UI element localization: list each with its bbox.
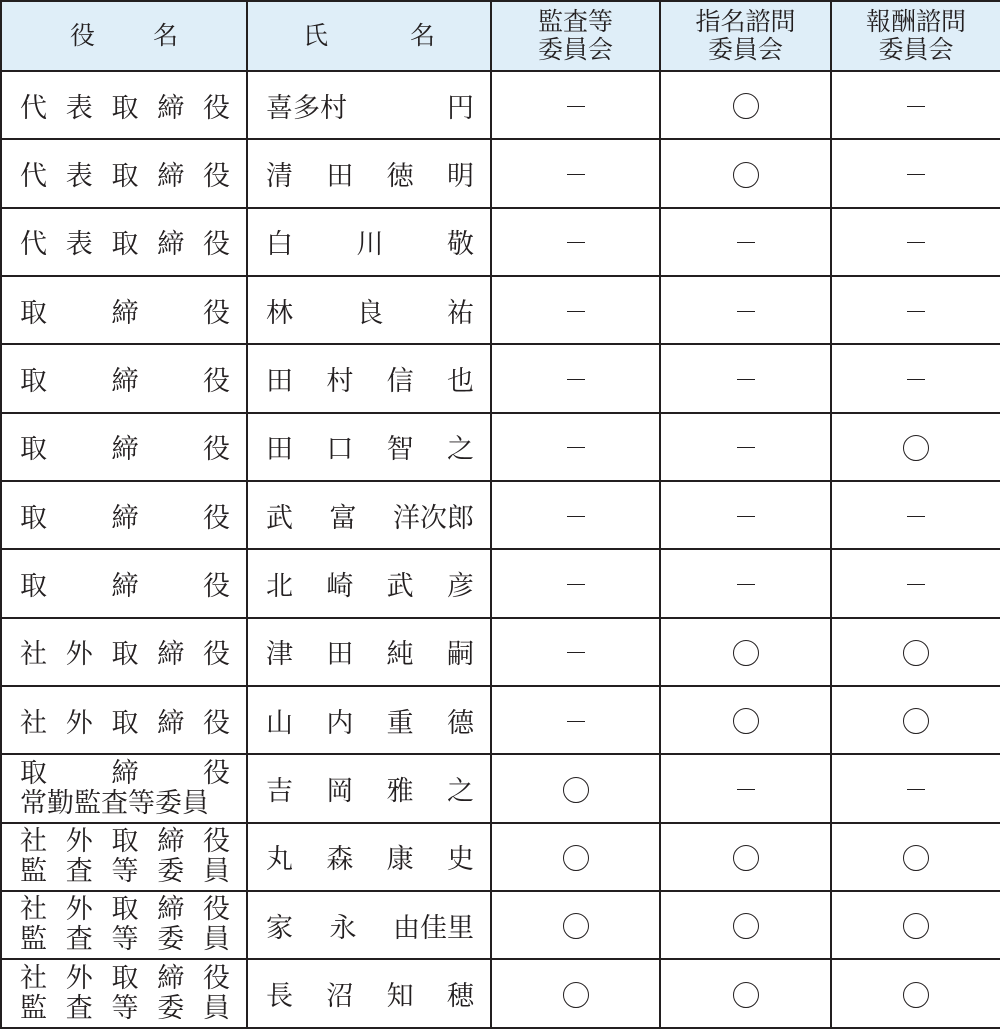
table-row bbox=[1, 754, 1000, 822]
table-row bbox=[1, 413, 1000, 481]
compensation-committee-mark bbox=[831, 754, 1000, 822]
role-cell: 取 締 役 bbox=[1, 481, 247, 549]
header-role: 役 名 bbox=[1, 1, 247, 71]
header-audit-committee: 監査等 委員会 bbox=[491, 1, 660, 71]
audit-committee-mark bbox=[491, 823, 660, 891]
not-member-dash-icon bbox=[737, 311, 755, 312]
member-circle-icon bbox=[733, 982, 759, 1008]
name-cell: 丸 森 康 史 bbox=[247, 823, 491, 891]
role-cell: 取 締 役 bbox=[1, 276, 247, 344]
compensation-committee-mark bbox=[831, 823, 1000, 891]
not-member-dash-icon bbox=[737, 516, 755, 517]
table-row bbox=[1, 344, 1000, 412]
nomination-committee-mark bbox=[660, 823, 831, 891]
nomination-committee-mark bbox=[660, 413, 831, 481]
audit-committee-mark bbox=[491, 754, 660, 822]
not-member-dash-icon bbox=[907, 174, 925, 175]
nomination-committee-mark bbox=[660, 344, 831, 412]
table-row bbox=[1, 618, 1000, 686]
role-cell bbox=[1, 823, 247, 891]
nomination-committee-mark bbox=[660, 71, 831, 139]
audit-committee-mark bbox=[491, 276, 660, 344]
name-cell: 吉 岡 雅 之 bbox=[247, 754, 491, 822]
audit-committee-mark bbox=[491, 481, 660, 549]
role-cell: 社 外 取 締 役 bbox=[1, 686, 247, 754]
name-cell: 山 内 重 德 bbox=[247, 686, 491, 754]
role-cell bbox=[1, 891, 247, 959]
compensation-committee-mark bbox=[831, 71, 1000, 139]
name-cell: 家 永 由佳里 bbox=[247, 891, 491, 959]
member-circle-icon bbox=[733, 162, 759, 188]
role-cell: 取 締 役 bbox=[1, 549, 247, 617]
table-row bbox=[1, 139, 1000, 207]
member-circle-icon bbox=[903, 640, 929, 666]
not-member-dash-icon bbox=[567, 516, 585, 517]
member-circle-icon bbox=[733, 640, 759, 666]
not-member-dash-icon bbox=[907, 584, 925, 585]
nomination-committee-mark bbox=[660, 481, 831, 549]
audit-committee-mark bbox=[491, 549, 660, 617]
not-member-dash-icon bbox=[567, 174, 585, 175]
role-cell: 取 締 役 bbox=[1, 413, 247, 481]
audit-committee-mark bbox=[491, 413, 660, 481]
table-row bbox=[1, 549, 1000, 617]
audit-committee-mark bbox=[491, 71, 660, 139]
role-line: 監 査 等 委 員 bbox=[20, 855, 230, 887]
audit-committee-mark bbox=[491, 139, 660, 207]
nomination-committee-mark bbox=[660, 208, 831, 276]
not-member-dash-icon bbox=[567, 721, 585, 722]
role-line: 社 外 取 締 役 bbox=[20, 894, 230, 926]
member-circle-icon bbox=[903, 435, 929, 461]
not-member-dash-icon bbox=[567, 242, 585, 243]
not-member-dash-icon bbox=[567, 311, 585, 312]
member-circle-icon bbox=[563, 845, 589, 871]
role-line: 監 査 等 委 員 bbox=[20, 924, 230, 956]
not-member-dash-icon bbox=[907, 516, 925, 517]
role-cell: 社 外 取 締 役 bbox=[1, 618, 247, 686]
compensation-committee-mark bbox=[831, 481, 1000, 549]
table-row bbox=[1, 208, 1000, 276]
audit-committee-mark bbox=[491, 891, 660, 959]
nomination-committee-mark bbox=[660, 686, 831, 754]
compensation-committee-mark bbox=[831, 208, 1000, 276]
not-member-dash-icon bbox=[737, 379, 755, 380]
not-member-dash-icon bbox=[907, 242, 925, 243]
role-cell bbox=[1, 754, 247, 822]
role-line: 常勤監査等委員 bbox=[20, 787, 209, 819]
member-circle-icon bbox=[733, 708, 759, 734]
audit-committee-mark bbox=[491, 686, 660, 754]
name-cell: 武 富 洋次郎 bbox=[247, 481, 491, 549]
compensation-committee-mark bbox=[831, 276, 1000, 344]
not-member-dash-icon bbox=[907, 106, 925, 107]
not-member-dash-icon bbox=[737, 584, 755, 585]
role-cell: 代 表 取 締 役 bbox=[1, 71, 247, 139]
member-circle-icon bbox=[563, 913, 589, 939]
nomination-committee-mark bbox=[660, 959, 831, 1028]
member-circle-icon bbox=[733, 93, 759, 119]
member-circle-icon bbox=[903, 913, 929, 939]
compensation-committee-mark bbox=[831, 618, 1000, 686]
table-row bbox=[1, 276, 1000, 344]
header-name: 氏 名 bbox=[247, 1, 491, 71]
role-cell: 取 締 役 bbox=[1, 344, 247, 412]
not-member-dash-icon bbox=[567, 447, 585, 448]
table-row bbox=[1, 686, 1000, 754]
member-circle-icon bbox=[903, 708, 929, 734]
nomination-committee-mark bbox=[660, 549, 831, 617]
header-row bbox=[1, 1, 1000, 71]
not-member-dash-icon bbox=[907, 311, 925, 312]
audit-committee-mark bbox=[491, 344, 660, 412]
member-circle-icon bbox=[903, 845, 929, 871]
compensation-committee-mark bbox=[831, 344, 1000, 412]
not-member-dash-icon bbox=[567, 106, 585, 107]
not-member-dash-icon bbox=[737, 242, 755, 243]
table-row bbox=[1, 71, 1000, 139]
name-cell: 白 川 敬 bbox=[247, 208, 491, 276]
role-cell: 代 表 取 締 役 bbox=[1, 139, 247, 207]
name-cell: 津 田 純 嗣 bbox=[247, 618, 491, 686]
nomination-committee-mark bbox=[660, 618, 831, 686]
name-cell: 林 良 祐 bbox=[247, 276, 491, 344]
nomination-committee-mark bbox=[660, 891, 831, 959]
name-cell: 長 沼 知 穂 bbox=[247, 959, 491, 1028]
compensation-committee-mark bbox=[831, 549, 1000, 617]
member-circle-icon bbox=[733, 913, 759, 939]
table-row bbox=[1, 481, 1000, 549]
audit-committee-mark bbox=[491, 959, 660, 1028]
role-line: 取 締 役 bbox=[20, 757, 230, 789]
name-cell: 田 口 智 之 bbox=[247, 413, 491, 481]
name-cell: 清 田 徳 明 bbox=[247, 139, 491, 207]
member-circle-icon bbox=[563, 982, 589, 1008]
compensation-committee-mark bbox=[831, 413, 1000, 481]
not-member-dash-icon bbox=[737, 447, 755, 448]
not-member-dash-icon bbox=[567, 652, 585, 653]
member-circle-icon bbox=[563, 777, 589, 803]
name-cell: 北 崎 武 彦 bbox=[247, 549, 491, 617]
nomination-committee-mark bbox=[660, 139, 831, 207]
not-member-dash-icon bbox=[907, 789, 925, 790]
role-cell: 代 表 取 締 役 bbox=[1, 208, 247, 276]
name-cell: 喜多村 円 bbox=[247, 71, 491, 139]
role-line: 監 査 等 委 員 bbox=[20, 992, 230, 1024]
role-line: 社 外 取 締 役 bbox=[20, 825, 230, 857]
compensation-committee-mark bbox=[831, 891, 1000, 959]
nomination-committee-mark bbox=[660, 754, 831, 822]
audit-committee-mark bbox=[491, 618, 660, 686]
not-member-dash-icon bbox=[567, 379, 585, 380]
not-member-dash-icon bbox=[567, 584, 585, 585]
header-compensation-committee: 報酬諮問 委員会 bbox=[831, 1, 1000, 71]
compensation-committee-mark bbox=[831, 959, 1000, 1028]
member-circle-icon bbox=[733, 845, 759, 871]
role-cell bbox=[1, 959, 247, 1028]
table-row bbox=[1, 823, 1000, 891]
header-nomination-committee: 指名諮問 委員会 bbox=[660, 1, 831, 71]
name-cell: 田 村 信 也 bbox=[247, 344, 491, 412]
compensation-committee-mark bbox=[831, 686, 1000, 754]
member-circle-icon bbox=[903, 982, 929, 1008]
role-line: 社 外 取 締 役 bbox=[20, 962, 230, 994]
compensation-committee-mark bbox=[831, 139, 1000, 207]
table-row bbox=[1, 891, 1000, 959]
not-member-dash-icon bbox=[737, 789, 755, 790]
not-member-dash-icon bbox=[907, 379, 925, 380]
nomination-committee-mark bbox=[660, 276, 831, 344]
audit-committee-mark bbox=[491, 208, 660, 276]
table-row bbox=[1, 959, 1000, 1028]
